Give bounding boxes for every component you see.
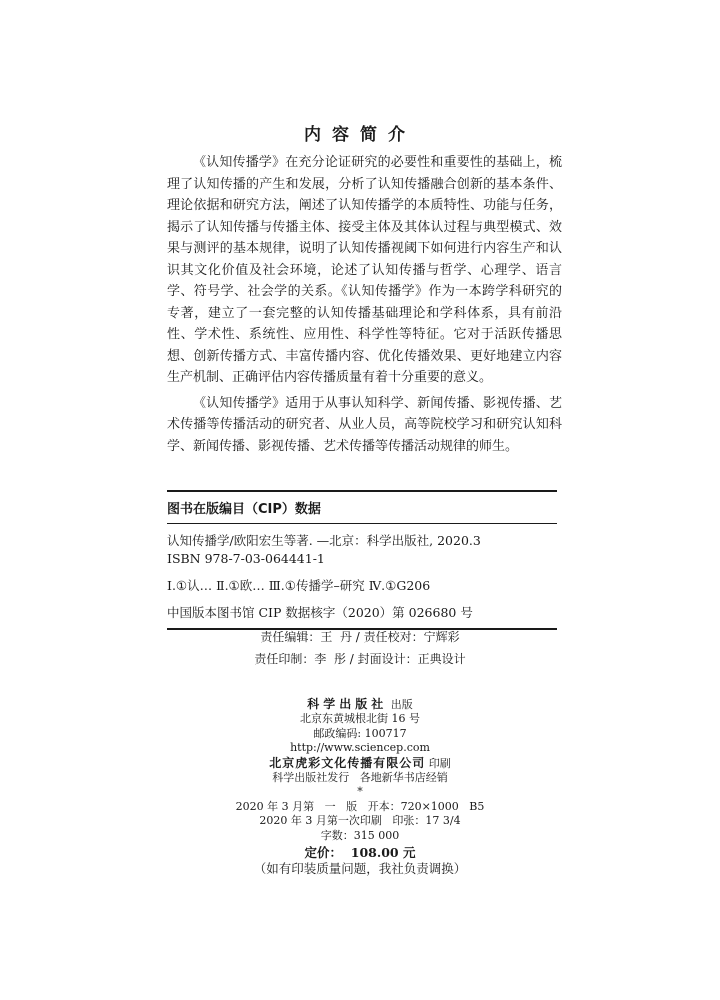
word-count: 字数：315 000 bbox=[320, 828, 400, 842]
printer-name: 北京虎彩文化传播有限公司 bbox=[269, 755, 426, 770]
intro-paragraph: 《认知传播学》在充分论证研究的必要性和重要性的基础上，梳理了认知传播的产生和发展，分析了认知传播融合创新的基本条件、理论依据和研究方法，阐述了认知传播学的本质特性、功能与任务，揭示了认知传播与传播主体、接受主体及其体认过程与典型模式、效果与测评的基本规律，说明了认知传播视阈下如何进行内容生产和认识其文化价值及社会环境，论述了认知传播与哲学、心理学、语言学、符号学、社会学的关系。《认知传播学》作为一本跨学科研究的专著，建立了一套完整的认知传播基础理论和学科体系，具有前沿性、学术性、系统性、应用性、科学性等特征。它对于活跃传播思想、创新传播方式、丰富传播内容、优化传播效果、更好地建立内容生产机制、正确评估内容传播质量有着十分重要的意义。 bbox=[167, 155, 562, 385]
cip-record bbox=[167, 524, 557, 628]
printer-suffix: 印刷 bbox=[425, 756, 451, 770]
price: 定价： 108.00 元 bbox=[304, 845, 416, 861]
credits-line: 责任编辑：王 丹 / 责任校对：宁辉彩 bbox=[260, 630, 460, 644]
publisher-name: 科学出版社 bbox=[307, 697, 388, 711]
cip-title: 图书在版编目（CIP）数据 bbox=[167, 502, 321, 517]
postcode: 邮政编码: 100717 bbox=[313, 726, 407, 740]
printer-line bbox=[0, 756, 720, 771]
cip-data-block bbox=[167, 490, 557, 630]
publisher-url: http://www.sciencep.com bbox=[290, 741, 430, 755]
publisher-line bbox=[0, 697, 720, 712]
cip-record-number: 中国版本图书馆 CIP 数据核字（2020）第 026680 号 bbox=[167, 605, 473, 620]
intro-paragraph: 《认知传播学》适用于从事认知科学、新闻传播、影视传播、艺术传播等传播活动的研究者、从业人员，高等院校学习和研究认知科学、新闻传播、影视传播、艺术传播等传播活动规律的师生。 bbox=[167, 395, 562, 454]
editor-credits bbox=[0, 628, 720, 645]
production-credits bbox=[0, 650, 720, 667]
cip-isbn: ISBN 978-7-03-064441-1 bbox=[167, 551, 325, 566]
publisher-address: 北京东黄城根北街 16 号 bbox=[300, 712, 420, 726]
book-introduction bbox=[167, 152, 562, 461]
quality-notice: （如有印装质量问题，我社负责调换） bbox=[253, 861, 467, 877]
publisher-suffix: 出版 bbox=[387, 698, 413, 711]
publication-imprint bbox=[0, 697, 720, 877]
cip-top-rule bbox=[167, 490, 557, 492]
distribution-line: 科学出版社发行 各地新华书店经销 bbox=[272, 771, 448, 785]
cip-title-line: 认知传播学/欧阳宏生等著. —北京：科学出版社, 2020.3 bbox=[167, 533, 481, 548]
page-title: 内容简介 bbox=[304, 125, 416, 145]
separator-star: * bbox=[357, 785, 363, 799]
printing-line: 2020 年 3 月第一次印刷 印张：17 3/4 bbox=[259, 814, 461, 828]
edition-line: 2020 年 3 月第 一 版 开本：720×1000 B5 bbox=[235, 799, 485, 813]
cip-classification: Ⅰ.①认… Ⅱ.①欧… Ⅲ.①传播学–研究 Ⅳ.①G206 bbox=[167, 578, 431, 593]
credits-line: 责任印制：李 彤 / 封面设计：正典设计 bbox=[254, 652, 466, 666]
